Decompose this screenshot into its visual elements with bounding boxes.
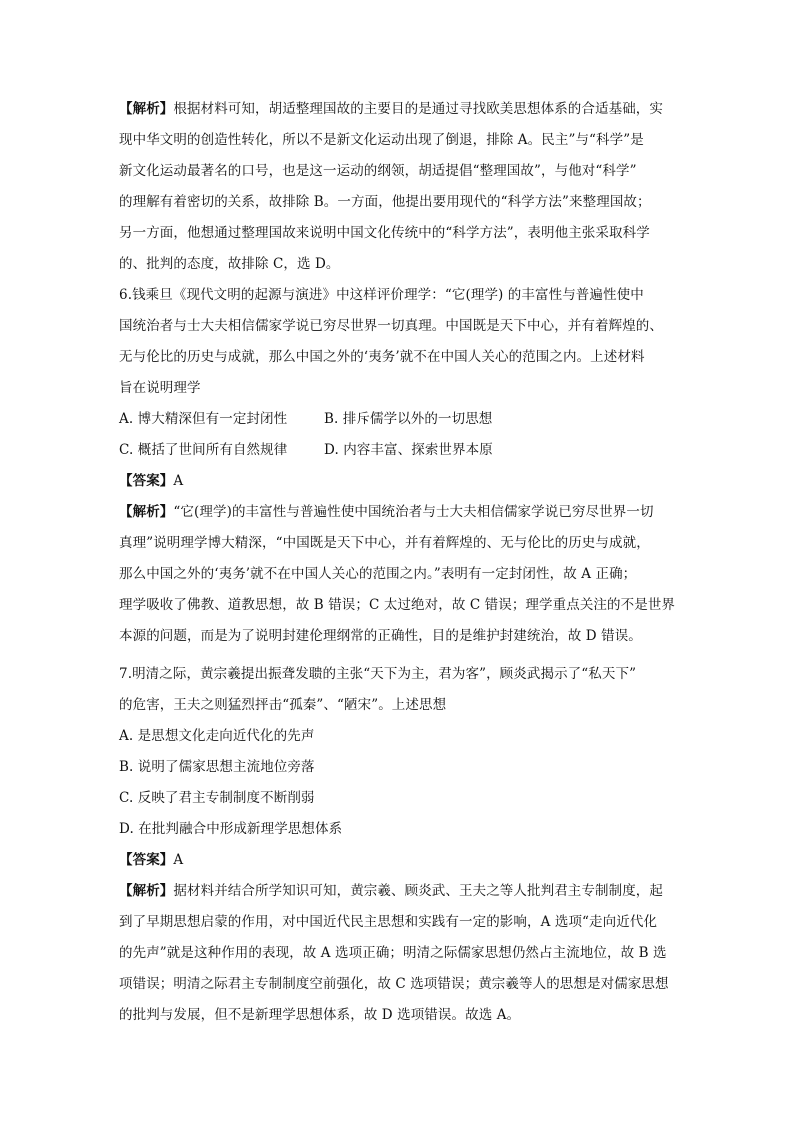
analysis-line: 本源的问题，而是为了说明封建伦理纲常的正确性，目的是维护封建统治，故 D 错误。 <box>119 628 642 644</box>
analysis-tag: 【解析】 <box>119 101 174 117</box>
answer-line <box>119 466 679 497</box>
question-line: 6.钱乘旦《现代文明的起源与演进》中这样评价理学：“它(理学) 的丰富性与普遍性使中 <box>119 287 644 303</box>
analysis-line: 到了早期思想启蒙的作用，对中国近代民主思想和实践有一定的影响，A 选项“走向近代化 <box>119 914 658 930</box>
analysis-line: 那么中国之外的‘夷务’就不在中国人关心的范围之内。”表明有一定封闭性，故 A 正确； <box>119 566 637 582</box>
answer-tag: 【答案】 <box>119 852 174 868</box>
question-7 <box>119 659 679 1031</box>
analysis-line: 理学吸收了佛教、道教思想，故 B 错误；C 太过绝对，故 C 错误；理学重点关注的不是世界 <box>119 597 676 613</box>
question-6 <box>119 280 679 652</box>
analysis-line: 新文化运动最著名的口号，也是这一运动的纲领，胡适提倡“整理国故”，与他对“科学” <box>119 163 637 179</box>
option-d: D. 在批判融合中形成新理学思想体系 <box>119 821 343 837</box>
option-b: B. 排斥儒学以外的一切思想 <box>324 411 493 427</box>
analysis-line <box>119 876 679 907</box>
answer-tag: 【答案】 <box>119 473 174 489</box>
option-row <box>119 404 679 435</box>
question-line: 无与伦比的历史与成就，那么中国之外的‘夷务’就不在中国人关心的范围之内。上述材料 <box>119 349 645 365</box>
analysis-line: 的理解有着密切的关系，故排除 B。一方面，他提出要用现代的“科学方法”来整理国故； <box>119 194 651 210</box>
analysis-tag: 【解析】 <box>119 883 174 899</box>
analysis-line: 现中华文明的创造性转化，所以不是新文化运动出现了倒退，排除 A。民主”与“科学”是 <box>119 132 644 148</box>
option-a: A. 是思想文化走向近代化的先声 <box>119 728 315 744</box>
analysis-line: 项错误；明清之际君主专制制度空前强化，故 C 选项错误；黄宗羲等人的思想是对儒家思想 <box>119 976 669 992</box>
analysis-line: 另一方面，他想通过整理国故来说明中国文化传统中的“科学方法”，表明他主张采取科学 <box>119 225 650 241</box>
question-line: 7.明清之际，黄宗羲提出振聋发聩的主张“天下为主，君为客”，顾炎武揭示了“私天下” <box>119 666 637 682</box>
option-c: C. 反映了君主专制制度不断削弱 <box>119 790 315 806</box>
question-line: 的危害，王夫之则猛烈抨击“孤秦”、“陋宋”。上述思想 <box>119 697 447 713</box>
analysis-line: 的、批判的态度，故排除 C，选 D。 <box>119 256 340 272</box>
question-line: 旨在说明理学 <box>119 380 201 396</box>
option-d: D. 内容丰富、探索世界本原 <box>324 442 493 458</box>
option-a: A. 博大精深但有一定封闭性 <box>119 411 288 427</box>
analysis-text: 据材料并结合所学知识可知，黄宗羲、顾炎武、王夫之等人批判君主专制制度，起 <box>173 883 664 899</box>
analysis-q5 <box>119 94 679 280</box>
option-row <box>119 435 679 466</box>
analysis-line: 真理”说明理学博大精深，“中国既是天下中心，并有着辉煌的、无与伦比的历史与成就， <box>119 535 650 551</box>
analysis-line <box>119 94 679 125</box>
analysis-line: 的先声”就是这种作用的表现，故 A 选项正确；明清之际儒家思想仍然占主流地位，故 B 选 <box>119 945 667 961</box>
analysis-tag: 【解析】 <box>119 504 174 520</box>
option-b: B. 说明了儒家思想主流地位旁落 <box>119 759 315 775</box>
answer-line <box>119 845 679 876</box>
analysis-text: “它(理学)的丰富性与普遍性使中国统治者与士大夫相信儒家学说已穷尽世界一切 <box>173 504 654 520</box>
analysis-text: 根据材料可知，胡适整理国故的主要目的是通过寻找欧美思想体系的合适基础，实 <box>173 101 664 117</box>
question-line: 国统治者与士大夫相信儒家学说已穷尽世界一切真理。中国既是天下中心，并有着辉煌的、 <box>119 318 663 334</box>
analysis-line: 的批判与发展，但不是新理学思想体系，故 D 选项错误。故选 A。 <box>119 1007 521 1023</box>
analysis-line <box>119 497 679 528</box>
answer-value: A <box>173 473 184 489</box>
answer-value: A <box>173 852 184 868</box>
option-c: C. 概括了世间所有自然规律 <box>119 442 288 458</box>
